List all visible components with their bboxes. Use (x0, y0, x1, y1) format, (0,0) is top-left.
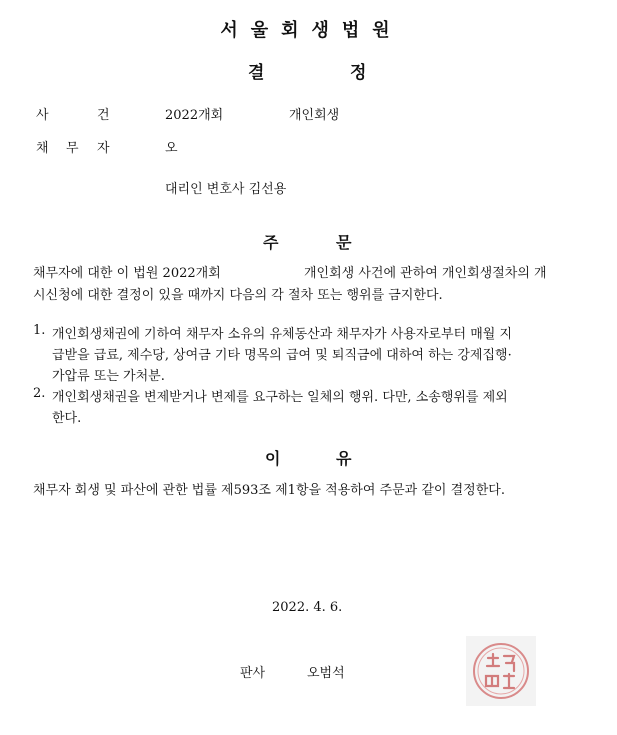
order-intro-line-2: 시신청에 대한 결정이 있을 때까지 다음의 각 절차 또는 행위를 금지한다. (33, 288, 443, 303)
judge-name: 오범석 (307, 666, 345, 681)
debtor-label-char-1: 채 (36, 141, 49, 156)
decision-date: 2022. 4. 6. (272, 600, 343, 615)
document-title-char-1: 결 (248, 63, 265, 83)
reason-heading-char-2: 유 (336, 449, 352, 468)
reason-heading-char-1: 이 (265, 449, 281, 468)
document-title-char-2: 정 (350, 63, 367, 83)
order-item-2-line-1: 개인회생채권을 변제받거나 변제를 요구하는 일체의 행위. 다만, 소송행위를 제외 (52, 390, 508, 405)
order-intro-part-a: 채무자에 대한 이 법원 2022개회 (33, 266, 221, 281)
case-number: 2022개회 (165, 108, 224, 123)
order-item-1-line-3: 가압류 또는 가처분. (52, 369, 165, 384)
order-item-2-line-2: 한다. (52, 411, 82, 426)
case-type: 개인회생 (289, 108, 340, 123)
case-label-char-1: 사 (36, 108, 49, 123)
order-item-2-marker: 2. (33, 386, 46, 401)
debtor-label-char-3: 자 (97, 141, 110, 156)
order-heading-char-2: 문 (336, 233, 352, 252)
debtor-name: 오 (165, 141, 178, 156)
reason-text: 채무자 회생 및 파산에 관한 법률 제593조 제1항을 적용하여 주문과 같이 결정한다. (33, 483, 505, 498)
order-item-1-marker: 1. (33, 323, 46, 338)
case-label-char-2: 건 (97, 108, 110, 123)
debtor-label-char-2: 무 (66, 141, 79, 156)
order-intro-part-b: 개인회생 사건에 관하여 개인회생절차의 개 (304, 266, 547, 281)
order-item-1-line-2: 급받을 급료, 제수당, 상여금 기타 명목의 급여 및 퇴직금에 대하여 하는 강제집행· (52, 348, 512, 363)
judge-title: 판사 (240, 666, 266, 681)
court-name: 서울회생법원 (220, 20, 403, 41)
order-heading-char-1: 주 (263, 233, 279, 252)
order-item-1-line-1: 개인회생채권에 기하여 채무자 소유의 유체동산과 채무자가 사용자로부터 매월 지 (52, 327, 513, 342)
judge-seal-stamp (466, 636, 536, 706)
agent-line: 대리인 변호사 김선용 (165, 182, 287, 197)
